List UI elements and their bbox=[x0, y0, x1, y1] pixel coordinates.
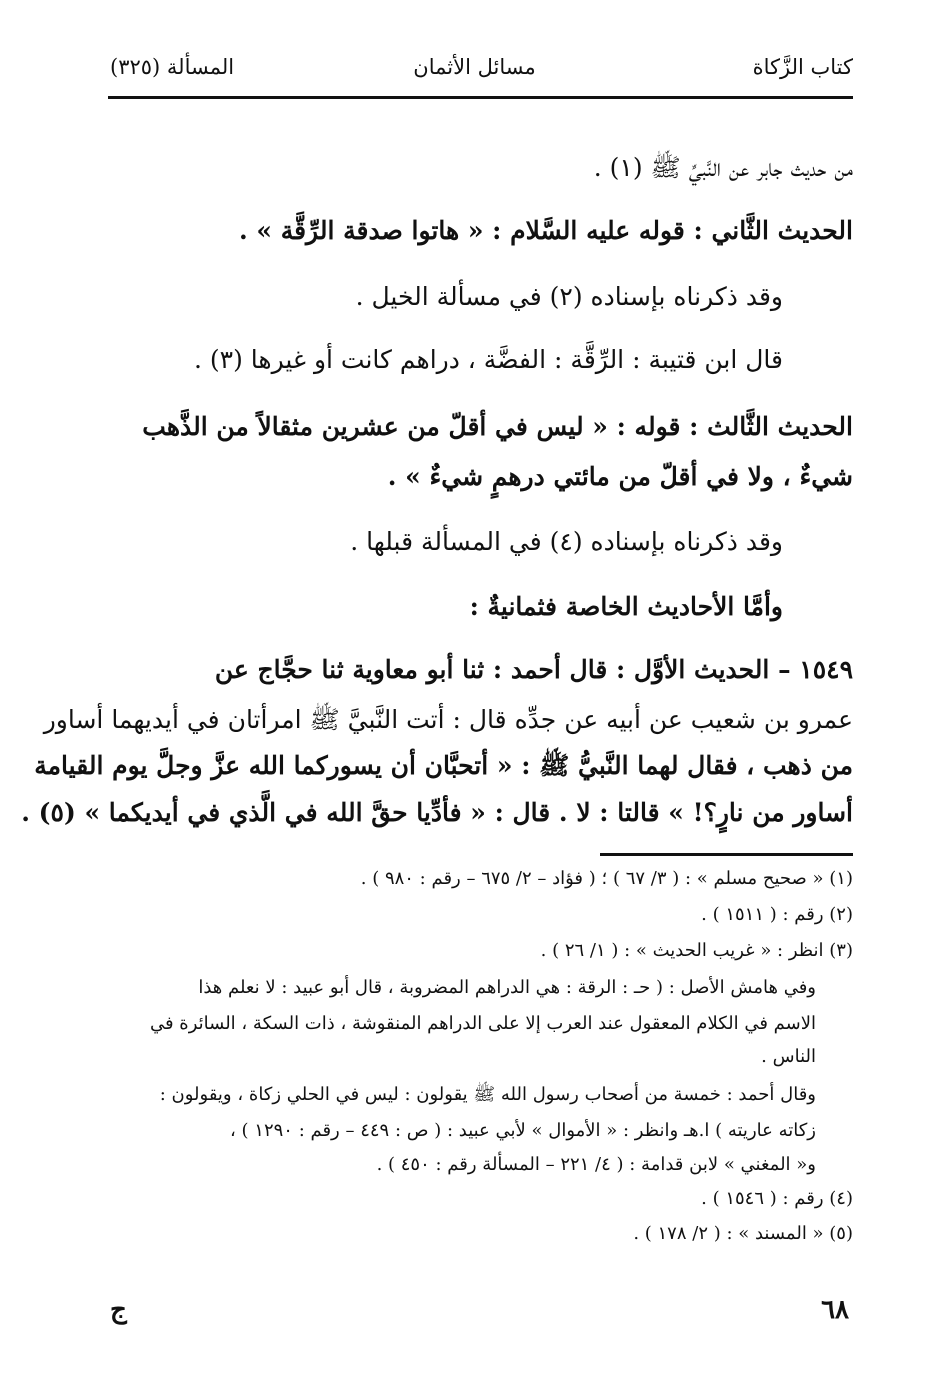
page-number: ٦٨ bbox=[821, 1295, 849, 1325]
body-line-1: من حديث جابر عن النَّبيِّ ﷺ (١) . bbox=[593, 153, 853, 182]
body-line-3: وقد ذكرناه بإسناده (٢) في مسألة الخيل . bbox=[355, 282, 783, 311]
body-line-5: الحديث الثَّالث : قوله : « ليس في أقلّ من عشرين مثقالاً من الذَّهب bbox=[142, 412, 853, 441]
header-section-title: مسائل الأثمان bbox=[413, 55, 536, 79]
body-line-6: شيءٌ ، ولا في أقلّ من مائتي درهمٍ شيءٌ » . bbox=[387, 462, 853, 491]
footnote-3-line-7: و« المغني » لابن قدامة : ( ٤/ ٢٢١ – المسألة رقم : ٤٥٠ ) . bbox=[376, 1154, 816, 1175]
signature-mark: ج bbox=[110, 1295, 127, 1325]
body-line-7: وقد ذكرناه بإسناده (٤) في المسألة قبلها . bbox=[350, 527, 783, 556]
footnote-3-line-2: وفي هامش الأصل : ( حـ : الرقة : هي الدراهم المضروبة ، قال أبو عبيد : لا نعلم هذا bbox=[198, 977, 816, 998]
body-line-4: قال ابن قتيبة : الرِّقَّة : الفضَّة ، دراهم كانت أو غيرها (٣) . bbox=[193, 345, 783, 374]
body-line-10: عمرو بن شعيب عن أبيه عن جدِّه قال : أتت النَّبيَّ ﷺ امرأتان في أيديهما أساور bbox=[43, 705, 853, 734]
body-heading: وأمَّا الأحاديث الخاصة فثمانيةٌ : bbox=[469, 592, 783, 621]
footnote-rule bbox=[600, 853, 853, 856]
footnote-3-line-5: وقال أحمد : خمسة من أصحاب رسول الله ﷺ يقولون : ليس في الحلي زكاة ، ويقولون : bbox=[159, 1084, 816, 1105]
footnote-4: (٤) رقم : ( ١٥٤٦ ) . bbox=[701, 1188, 853, 1209]
footnote-3-line-6: زكاته عاريته ) ا.هـ وانظر : « الأموال » لأبي عبيد : ( ص : ٤٤٩ – رقم : ١٢٩٠ ) ، bbox=[230, 1120, 816, 1141]
footnote-2: (٢) رقم : ( ١٥١١ ) . bbox=[701, 904, 853, 925]
footnote-5: (٥) « المسند » : ( ٢/ ١٧٨ ) . bbox=[633, 1223, 853, 1244]
body-line-12: أساور من نارٍ؟! » قالتا : لا . قال : « فأدِّيا حقَّ الله في الَّذي في أيديكما » (٥) . bbox=[21, 798, 853, 827]
footnote-3-line-3: الاسم في الكلام المعقول عند العرب إلا على الدراهم المنقوشة ، ذات السكة ، السائرة في bbox=[149, 1013, 816, 1034]
body-line-2: الحديث الثَّاني : قوله عليه السَّلام : « هاتوا صدقة الرِّقَّة » . bbox=[238, 216, 853, 245]
footnote-3-line-4: الناس . bbox=[761, 1046, 816, 1067]
header-issue-number: المسألة (٣٢٥) bbox=[110, 55, 235, 79]
header-rule bbox=[108, 96, 853, 99]
footnote-1: (١) « صحيح مسلم » : ( ٣/ ٦٧ ) ؛ ( فؤاد – ٢/ ٦٧٥ – رقم : ٩٨٠ ) . bbox=[360, 868, 853, 889]
body-line-11: من ذهب ، فقال لهما النَّبيُّ ﷺ : « أتحبَّان أن يسوركما الله عزَّ وجلَّ يوم القيامة bbox=[34, 751, 853, 780]
body-line-9: ١٥٤٩ – الحديث الأوَّل : قال أحمد : ثنا أبو معاوية ثنا حجَّاج عن bbox=[214, 655, 853, 684]
footnote-3: (٣) انظر : « غريب الحديث » : ( ١/ ٢٦ ) . bbox=[540, 940, 853, 961]
header-book-title: كتاب الزَّكاة bbox=[752, 55, 853, 79]
